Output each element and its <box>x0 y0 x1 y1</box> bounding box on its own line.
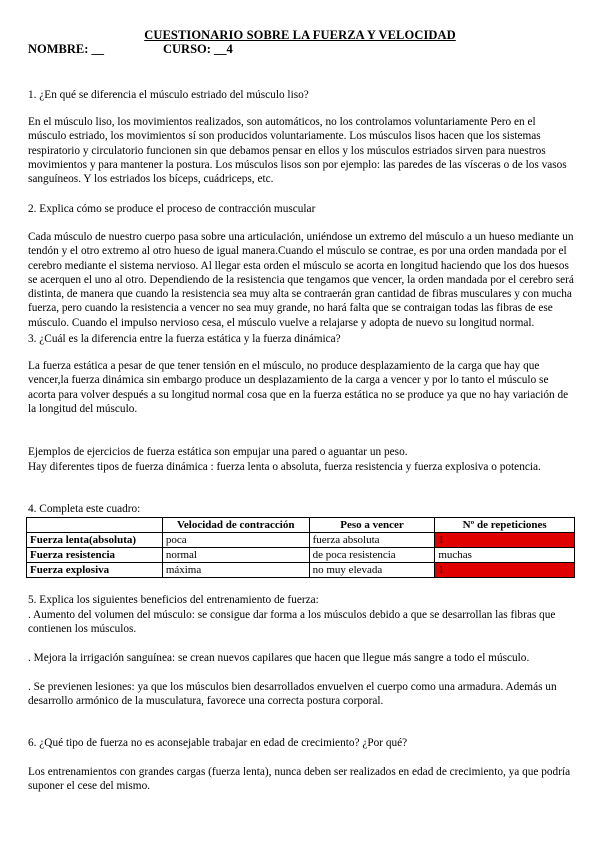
table-header-peso: Peso a vencer <box>309 518 435 533</box>
table-row <box>27 548 575 563</box>
cell-repeticiones-highlighted: 1 <box>435 563 575 578</box>
question-2-answer: Cada músculo de nuestro cuerpo pasa sobre una articulación, uniéndose un extremo del músculo a un hueso mediante un tendón y el otro extremo al otro hueso de igual manera.Cuando el músculo se contrae, es por una orden mandada por el cerebro mediante el sistema nervioso. Al llegar esta orden el músculo se acorta en longitud haciendo que los dos huesos se acerquen el uno al otro. Dependiendo de la resistencia que tengamos que vencer, la orden mandada por el cerebro será distinta, de manera que cuando la resistencia sea muy alta se contraerán gran cantidad de fibras musculares y con mucha fuerza, pero cuando la resistencia a vencer no sea muy grande, no hará falta que se contraigan todas las fibras de ese músculo. Cuando el impulso nervioso cesa, el músculo vuelve a relajarse y adopta de nuevo su longitud normal. <box>28 231 574 329</box>
cell-peso: no muy elevada <box>309 563 435 578</box>
cell-peso: de poca resistencia <box>309 548 435 563</box>
nombre-label: NOMBRE: __ <box>28 42 105 56</box>
question-5-prompt: 5. Explica los siguientes beneficios del entrenamiento de fuerza: <box>28 594 319 606</box>
cell-peso: fuerza absoluta <box>309 533 435 548</box>
question-1-prompt: 1. ¿En qué se diferencia el músculo estriado del músculo liso? <box>28 89 309 101</box>
question-3-answer: La fuerza estática a pesar de que tener tensión en el músculo, no produce desplazamiento de la carga que hay que vencer,la fuerza dinámica sin embargo produce un desplazamiento de la carga a vencer y por lo tanto el músculo se acorta para volver después a su longitud normal cosa que en la fuerza estática no se produce ya que no hay variación de la longitud del músculo. <box>28 360 569 415</box>
table-header-row <box>27 518 575 533</box>
cell-velocidad: máxima <box>162 563 309 578</box>
fuerza-table <box>26 517 575 578</box>
cell-velocidad: poca <box>162 533 309 548</box>
cell-repeticiones-highlighted: 1 <box>435 533 575 548</box>
question-4-prompt: 4. Completa este cuadro: <box>28 503 141 515</box>
question-5-benefit-volumen: . Aumento del volumen del músculo: se consigue dar forma a los músculos debido a que se desarrollan las fibras que contienen los músculos. <box>28 609 556 636</box>
question-6-answer: Los entrenamientos con grandes cargas (fuerza lenta), nunca deben ser realizados en edad de crecimiento, ya que podría suponer el cese del mismo. <box>28 766 571 793</box>
question-3-examples: Ejemplos de ejercicios de fuerza estática son empujar una pared o aguantar un peso. <box>28 446 408 458</box>
row-label: Fuerza lenta(absoluta) <box>27 533 163 548</box>
question-3-prompt: 3. ¿Cuál es la diferencia entre la fuerza estática y la fuerza dinámica? <box>28 333 341 345</box>
question-1-answer: En el músculo liso, los movimientos realizados, son automáticos, no los controlamos voluntariamente Pero en el músculo estriado, los movimientos sí son producidos voluntariamente. Los músculos lisos hacen que los sistemas respiratorio y circulatorio funcionen sin que debamos pensar en ellos y los músculos estriados sirven para nuestros movimientos y para mantener la postura. Los músculos lisos son por ejemplo: las paredes de las vísceras o de los vasos sanguíneos. Y los estriados los bíceps, cuádriceps, etc. <box>28 116 567 186</box>
table-row <box>27 563 575 578</box>
row-label: Fuerza explosiva <box>27 563 163 578</box>
question-6-prompt: 6. ¿Qué tipo de fuerza no es aconsejable trabajar en edad de crecimiento? ¿Por qué? <box>28 737 408 749</box>
table-header-repeticiones: Nº de repeticiones <box>435 518 575 533</box>
table-header-velocidad: Velocidad de contracción <box>162 518 309 533</box>
cell-velocidad: normal <box>162 548 309 563</box>
question-2-prompt: 2. Explica cómo se produce el proceso de contracción muscular <box>28 203 316 215</box>
table-row <box>27 533 575 548</box>
table-header-empty <box>27 518 163 533</box>
curso-label: CURSO: __4 <box>163 42 233 56</box>
question-3-types: Hay diferentes tipos de fuerza dinámica : fuerza lenta o absoluta, fuerza resistencia y fuerza explosiva o potencia. <box>28 461 541 473</box>
worksheet-title: CUESTIONARIO SOBRE LA FUERZA Y VELOCIDAD <box>144 28 456 42</box>
question-5-benefit-lesiones: . Se previenen lesiones: ya que los músculos bien desarrollados envuelven el cuerpo como una armadura. Además un desarrollo armónico de la musculatura, favorece una correcta postura corporal. <box>28 681 557 708</box>
cell-repeticiones: muchas <box>435 548 575 563</box>
question-5-benefit-irrigacion: . Mejora la irrigación sanguínea: se crean nuevos capilares que hacen que llegue más sangre a todo el músculo. <box>28 652 530 664</box>
row-label: Fuerza resistencia <box>27 548 163 563</box>
